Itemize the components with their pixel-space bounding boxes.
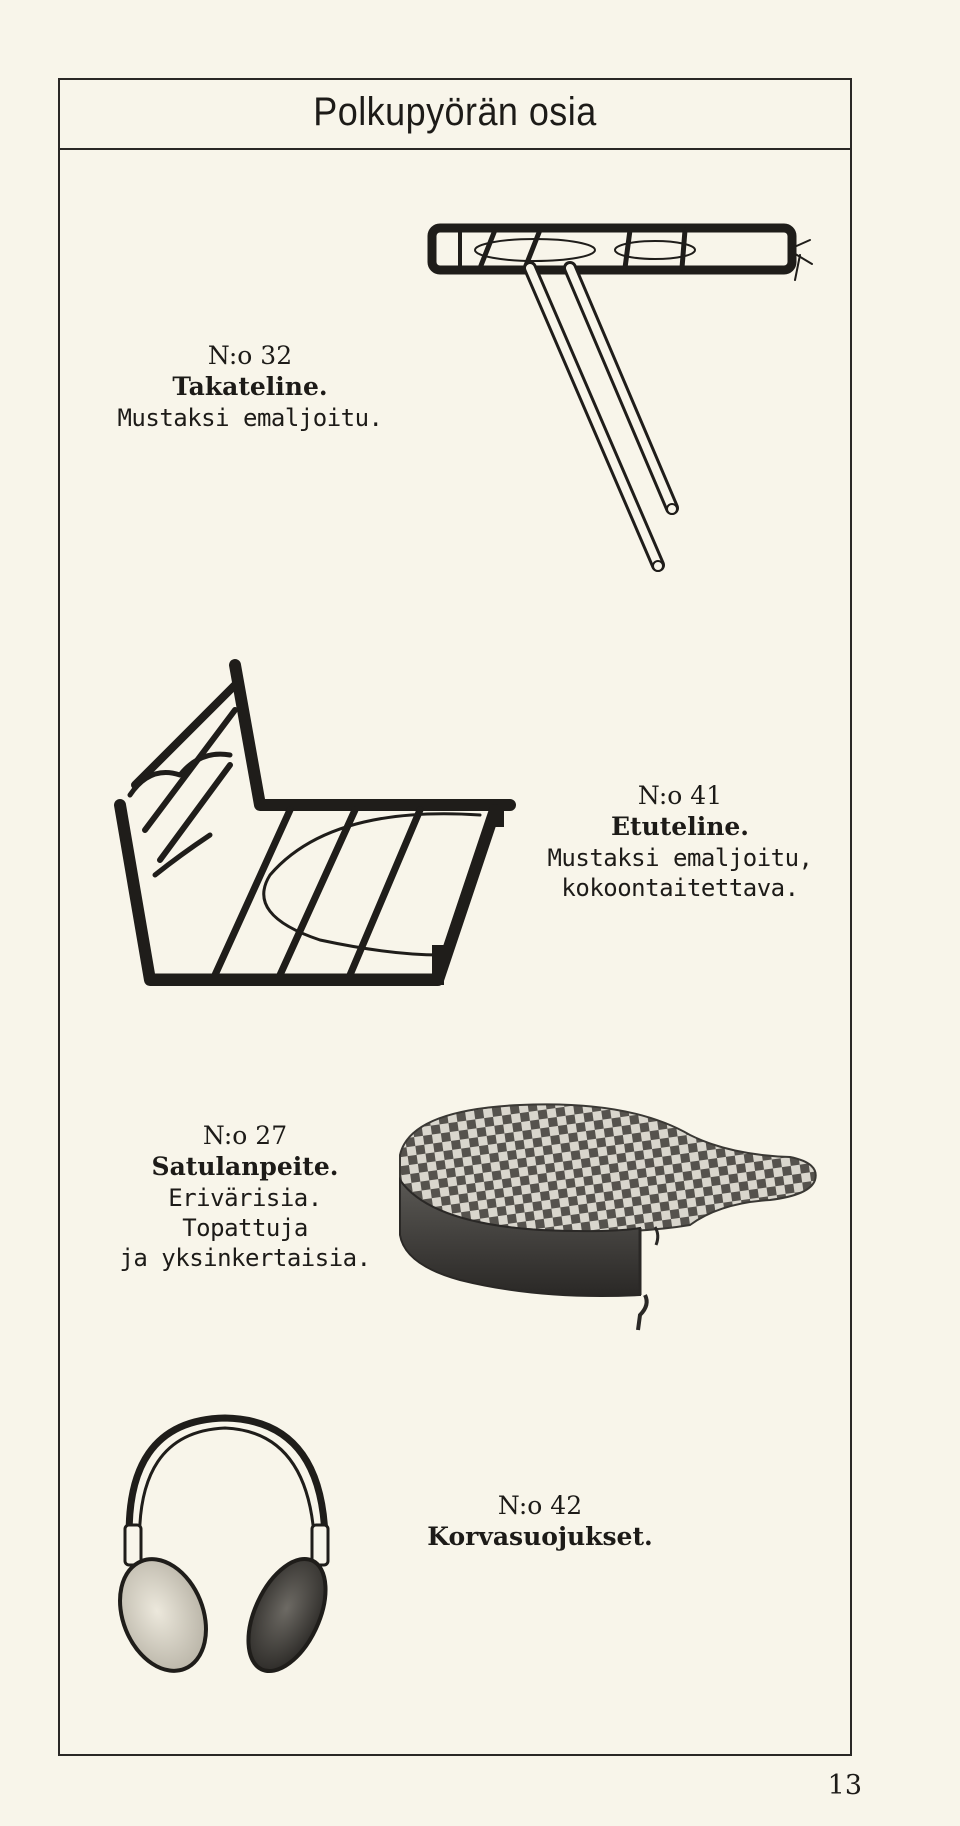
front-rack-icon — [110, 655, 520, 1000]
item-name: Korvasuojukset. — [427, 1522, 653, 1552]
item-name: Etuteline. — [610, 812, 749, 842]
item-name: Takateline. — [172, 372, 328, 402]
item-description: Erivärisia. Topattuja — [168, 1183, 322, 1242]
item-number: N:o 32 — [207, 341, 293, 370]
item-description: kokoontaitettava. — [561, 873, 799, 902]
item-caption-41 — [540, 780, 820, 903]
item-number: N:o 27 — [202, 1121, 288, 1150]
item-number: N:o 41 — [637, 781, 723, 810]
page-number: 13 — [827, 1770, 862, 1801]
ear-muffs-icon — [115, 1410, 345, 1680]
item-caption-42 — [420, 1490, 660, 1553]
saddle-cover-icon — [390, 1095, 830, 1335]
item-number: N:o 42 — [497, 1491, 583, 1520]
title-divider — [60, 148, 850, 150]
item-caption-27 — [100, 1120, 390, 1273]
rear-rack-icon — [420, 210, 830, 580]
page-title: Polkupyörän osia — [313, 90, 597, 134]
item-description: ja yksinkertaisia. — [119, 1243, 371, 1272]
item-description: Mustaksi emaljoitu, — [547, 843, 813, 872]
item-caption-32 — [100, 340, 400, 433]
item-name: Satulanpeite. — [151, 1152, 339, 1182]
item-description: Mustaksi emaljoitu. — [117, 403, 383, 432]
